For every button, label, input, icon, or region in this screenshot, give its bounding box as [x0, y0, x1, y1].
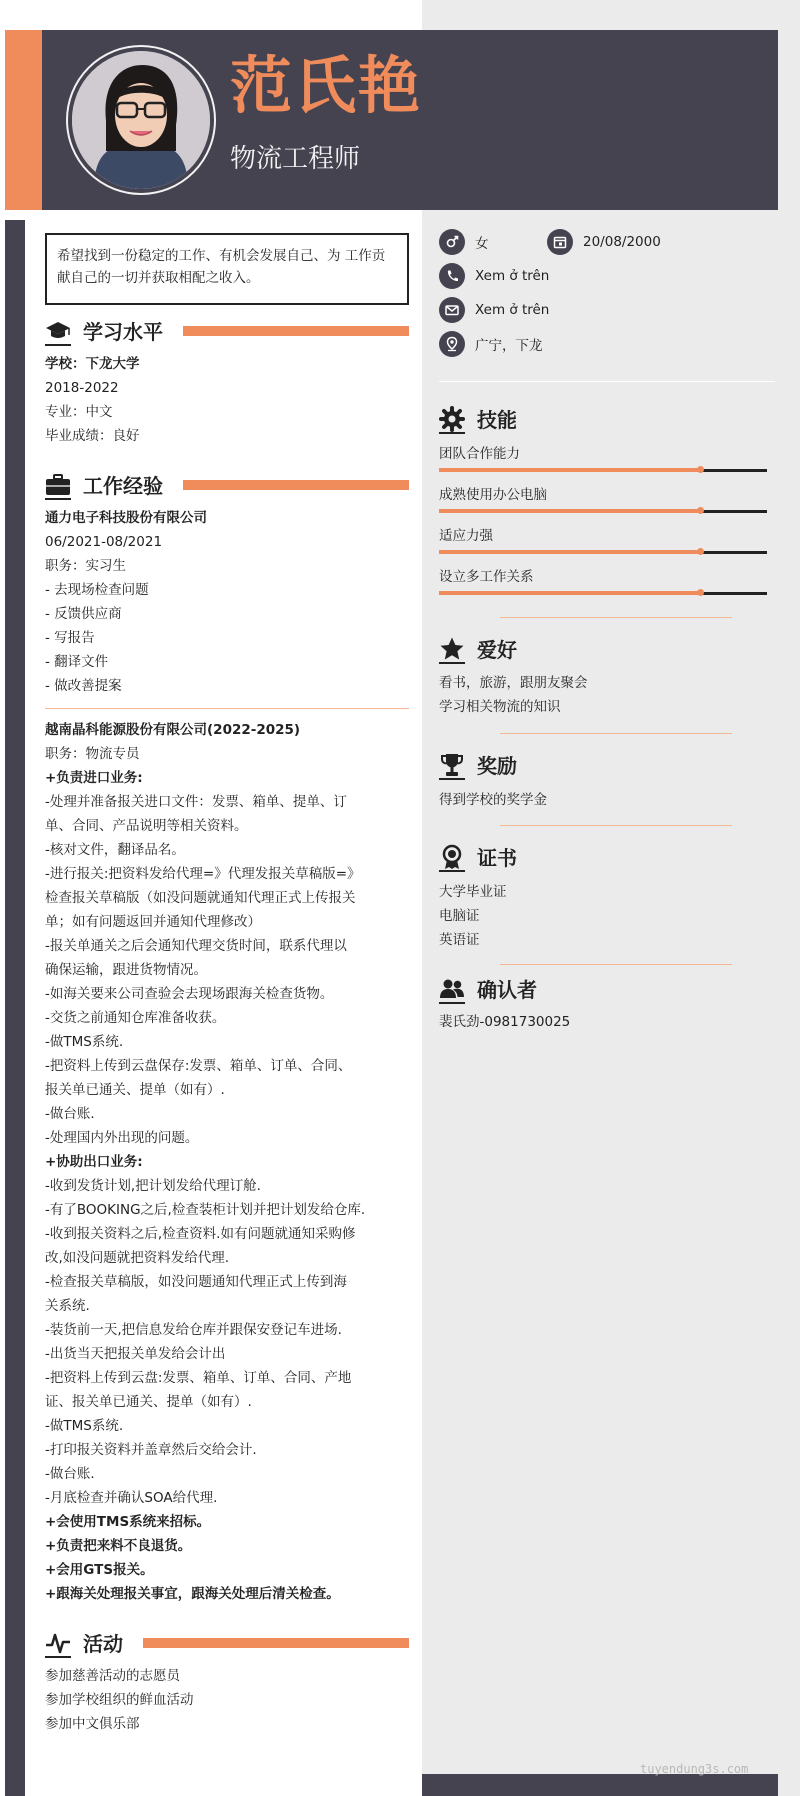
award-item: 得到学校的奖学金 — [439, 792, 547, 808]
job-2-highlight: +会用GTS报关。 — [45, 1562, 154, 1578]
education-school: 学校：下龙大学 — [45, 356, 140, 372]
job-2-line: -报关单通关之后会通知代理交货时间，联系代理以 — [45, 938, 347, 954]
skill-label: 团队合作能力 — [439, 446, 520, 462]
education-title: 学习水平 — [83, 320, 163, 344]
certificates-heading — [439, 842, 517, 871]
job-2-line: 确保运输，跟进货物情况。 — [45, 962, 207, 978]
job-1-duty: - 写报告 — [45, 630, 95, 646]
job-2-line: -做TMS系统. — [45, 1418, 124, 1434]
job-2-line: -检查报关草稿版，如没问题通知代理正式上传到海 — [45, 1274, 347, 1290]
job-2-line: -把资料上传到云盘:发票、箱单、订单、合同、产地 — [45, 1370, 352, 1386]
calendar-icon — [547, 229, 573, 255]
experience-title: 工作经验 — [83, 474, 163, 498]
activity-item: 参加学校组织的鲜血活动 — [45, 1692, 194, 1708]
job-2-highlight: +负责把来料不良退货。 — [45, 1538, 192, 1554]
pulse-icon — [45, 1630, 71, 1656]
star-icon — [439, 636, 465, 662]
skill-bar-knob — [697, 466, 704, 473]
header-accent-strip — [5, 30, 42, 210]
skill-bar-track — [439, 551, 767, 554]
address-row — [439, 331, 543, 357]
address-value: 广宁，下龙 — [475, 338, 543, 354]
briefcase-icon — [45, 472, 71, 498]
experience-heading — [45, 470, 163, 499]
skill-bar-knob — [697, 589, 704, 596]
birthday-row — [547, 229, 661, 255]
job-2-line: 证、报关单已通关、提单（如有）. — [45, 1394, 252, 1410]
skill-bar-fill — [439, 550, 701, 554]
users-icon — [439, 976, 465, 1002]
gender-icon — [439, 229, 465, 255]
hobbies-heading — [439, 634, 517, 663]
education-heading — [45, 316, 163, 345]
profile-photo — [72, 51, 210, 189]
watermark: tuyendung3s.com — [640, 1762, 749, 1776]
awards-divider — [500, 825, 732, 826]
job-1-company: 通力电子科技股份有限公司 — [45, 510, 207, 526]
education-years: 2018-2022 — [45, 380, 119, 396]
job-2 — [45, 718, 365, 1606]
skills-heading — [439, 404, 517, 433]
job-2-line: -装货前一天,把信息发给仓库并跟保安登记车进场. — [45, 1322, 342, 1338]
skill-bar-knob — [697, 507, 704, 514]
certificate-item: 电脑证 — [439, 908, 480, 924]
skill-label: 适应力强 — [439, 528, 493, 544]
certificates-underline — [439, 870, 465, 872]
job-2-line: 检查报关草稿版（如没问题就通知代理正式上传报关 — [45, 890, 356, 906]
references-heading — [439, 974, 537, 1003]
gender-row — [439, 229, 489, 255]
skill-label: 设立多工作关系 — [439, 569, 534, 585]
skill-bar-fill — [439, 468, 701, 472]
hobbies-underline — [439, 662, 465, 664]
job-2-line: -进行报关:把资料发给代理=》代理发报关草稿版=》 — [45, 866, 361, 882]
job-1-duty: - 做改善提案 — [45, 678, 122, 694]
hobbies-divider — [500, 733, 732, 734]
education-accent-line — [183, 326, 409, 336]
activities-title: 活动 — [83, 1632, 123, 1656]
job-1-duty: - 去现场检查问题 — [45, 582, 149, 598]
activities-list — [45, 1664, 194, 1736]
job-1-duty: - 反馈供应商 — [45, 606, 122, 622]
skills-divider — [500, 617, 732, 618]
phone-icon — [439, 263, 465, 289]
experience-underline — [45, 498, 71, 500]
experience-accent-line — [183, 480, 409, 490]
job-2-highlight: +会使用TMS系统来招标。 — [45, 1514, 211, 1530]
activities-heading — [45, 1628, 123, 1657]
trophy-icon — [439, 752, 465, 778]
awards-title: 奖励 — [477, 754, 517, 778]
certificates-divider — [500, 964, 732, 965]
skill-bar-track — [439, 592, 767, 595]
phone-value: Xem ở trên — [475, 268, 550, 284]
skill-label: 成熟使用办公电脑 — [439, 487, 547, 503]
certificate-item: 英语证 — [439, 932, 480, 948]
gear-icon — [439, 406, 465, 432]
candidate-name: 范氏艳 — [230, 49, 423, 122]
envelope-icon — [439, 297, 465, 323]
birthday-value: 20/08/2000 — [583, 234, 661, 250]
reference-item: 裴氏劲-0981730025 — [439, 1014, 571, 1030]
awards-list — [439, 788, 547, 812]
job-2-company: 越南晶科能源股份有限公司(2022-2025) — [45, 722, 301, 738]
activities-accent-line — [143, 1638, 409, 1648]
references-underline — [439, 1002, 465, 1004]
medal-icon — [439, 844, 465, 870]
job-2-line: -收到发货计划,把计划发给代理订舱. — [45, 1178, 261, 1194]
job-2-line: -处理国内外出现的问题。 — [45, 1130, 199, 1146]
references-list — [439, 1010, 570, 1034]
skill-bar-fill — [439, 509, 701, 513]
candidate-role: 物流工程师 — [230, 144, 361, 174]
phone-row — [439, 263, 549, 289]
education-underline — [45, 344, 71, 346]
job-2-line: 单、合同、产品说明等相关资料。 — [45, 818, 248, 834]
graduation-cap-icon — [45, 318, 71, 344]
education-details — [45, 352, 140, 448]
certificates-title: 证书 — [477, 846, 517, 870]
hobby-item: 学习相关物流的知识 — [439, 699, 561, 715]
location-pin-icon — [439, 331, 465, 357]
gender-value: 女 — [475, 236, 489, 252]
education-grade: 毕业成绩：良好 — [45, 428, 140, 444]
certificates-list — [439, 880, 507, 952]
certificate-item: 大学毕业证 — [439, 884, 507, 900]
job-1 — [45, 506, 207, 698]
awards-underline — [439, 778, 465, 780]
activity-item: 参加慈善活动的志愿员 — [45, 1668, 180, 1684]
skill-bar-fill — [439, 591, 701, 595]
job-2-position: 职务：物流专员 — [45, 746, 140, 762]
job-2-subheading: +协助出口业务: — [45, 1154, 143, 1170]
job-2-line: 改,如没问题就把资料发给代理. — [45, 1250, 230, 1266]
career-objective: 希望找到一份稳定的工作、有机会发展自己、为 工作贡献自己的一切并获取相配之收入。 — [45, 233, 409, 305]
job-2-line: -把资料上传到云盘保存:发票、箱单、订单、合同、 — [45, 1058, 352, 1074]
job-2-line: -打印报关资料并盖章然后交给会计. — [45, 1442, 257, 1458]
skill-bar-track — [439, 469, 767, 472]
job-2-line: -收到报关资料之后,检查资料.如有问题就通知采购修 — [45, 1226, 356, 1242]
job-2-line: -有了BOOKING之后,检查装柜计划并把计划发给仓库. — [45, 1202, 366, 1218]
email-row — [439, 297, 549, 323]
skills-underline — [439, 432, 465, 434]
job-2-highlight: +跟海关处理报关事宜，跟海关处理后清关检查。 — [45, 1586, 340, 1602]
avatar — [66, 45, 216, 195]
job-2-line: -核对文件，翻译品名。 — [45, 842, 185, 858]
left-accent-bar — [5, 220, 25, 1796]
hobbies-list — [439, 671, 588, 719]
references-title: 确认者 — [477, 978, 537, 1002]
job-2-subheading: +负责进口业务: — [45, 770, 143, 786]
job-2-line: 关系统. — [45, 1298, 90, 1314]
hobbies-title: 爱好 — [477, 638, 517, 662]
job-divider — [45, 708, 409, 709]
job-2-line: -如海关要来公司查验会去现场跟海关检查货物。 — [45, 986, 334, 1002]
activity-item: 参加中文俱乐部 — [45, 1716, 140, 1732]
education-major: 专业：中文 — [45, 404, 113, 420]
job-1-duty: - 翻译文件 — [45, 654, 109, 670]
activities-underline — [45, 1656, 71, 1658]
skill-bar-track — [439, 510, 767, 513]
skill-bar-knob — [697, 548, 704, 555]
hobby-item: 看书，旅游，跟朋友聚会 — [439, 675, 588, 691]
job-2-line: 单；如有问题返回并通知代理修改） — [45, 914, 261, 930]
job-2-line: 报关单已通关、提单（如有）. — [45, 1082, 225, 1098]
contact-divider — [439, 381, 775, 382]
awards-heading — [439, 750, 517, 779]
job-2-line: -做台账. — [45, 1106, 95, 1122]
email-value: Xem ở trên — [475, 302, 550, 318]
job-2-line: -做TMS系统. — [45, 1034, 124, 1050]
job-1-position: 职务：实习生 — [45, 558, 126, 574]
job-1-dates: 06/2021-08/2021 — [45, 534, 163, 550]
job-2-line: -做台账. — [45, 1466, 95, 1482]
job-2-line: -月底检查并确认SOA给代理. — [45, 1490, 218, 1506]
bottom-accent-bar — [422, 1774, 778, 1796]
job-2-line: -交货之前通知仓库准备收获。 — [45, 1010, 226, 1026]
job-2-line: -处理并准备报关进口文件：发票、箱单、提单、订 — [45, 794, 347, 810]
job-2-line: -出货当天把报关单发给会计出 — [45, 1346, 226, 1362]
skills-title: 技能 — [477, 408, 517, 432]
